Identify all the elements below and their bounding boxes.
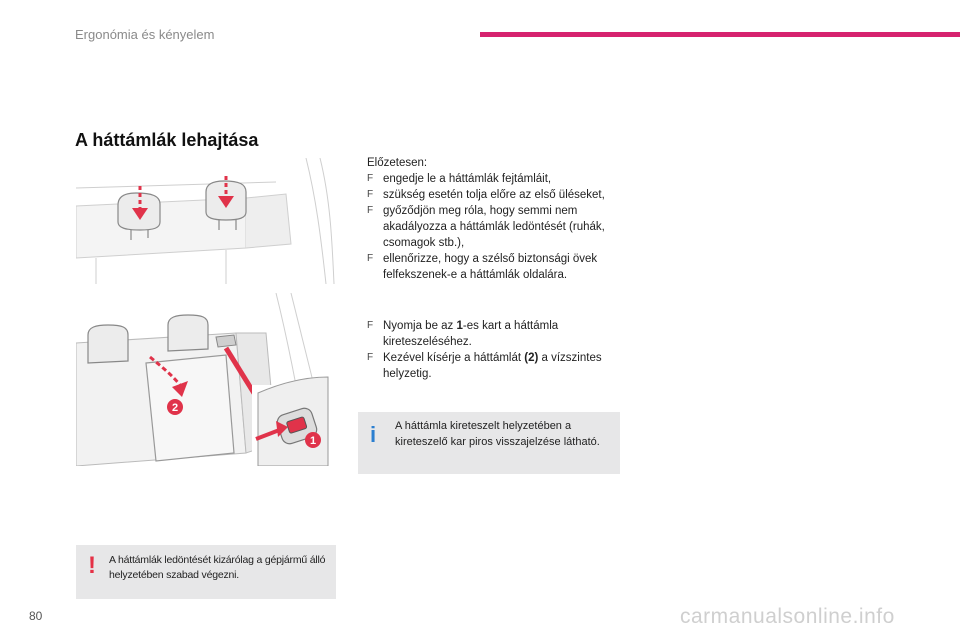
bullet-icon: F <box>367 320 374 331</box>
headrest-illustration <box>76 158 336 284</box>
page-number: 80 <box>29 609 43 623</box>
list-item: F szükség esetén tolja előre az első üléseket, <box>367 189 605 201</box>
list-item: F engedje le a háttámlák fejtámláit, <box>367 173 552 185</box>
bullet-icon: F <box>367 253 374 264</box>
callout-2: 2 <box>171 402 179 414</box>
info-text: A háttámla kireteszelt helyzetében a kireteszelő kar piros visszajelzése látható. <box>395 420 600 448</box>
callout-1: 1 <box>309 435 317 447</box>
list-item: F győződjön meg róla, hogy semmi nem akadályozza a háttámlák ledöntését (ruhák, csomagok stb.), <box>367 205 605 249</box>
backrest-folding-illustration <box>76 293 336 466</box>
bullet-icon: F <box>367 205 374 216</box>
step-1: F Nyomja be az 1-es kart a háttámla kireteszeléséhez. <box>367 320 559 348</box>
info-icon: i <box>370 422 377 447</box>
lever-inset <box>252 377 336 466</box>
intro-label: Előzetesen: <box>367 157 428 169</box>
warning-icon: ! <box>88 552 96 579</box>
intro-block <box>367 155 627 283</box>
step-2: F Kezével kísérje a háttámlát (2) a vízszintes helyzetig. <box>367 352 602 380</box>
watermark: carmanualsonline.info <box>680 605 895 628</box>
steps-block <box>367 318 627 382</box>
warning-box <box>76 545 336 599</box>
header-accent-bar <box>480 32 960 37</box>
list-item: F ellenőrizze, hogy a szélső biztonsági övek felfekszenek-e a háttámlák oldalára. <box>367 253 598 281</box>
info-box <box>358 412 620 474</box>
bullet-icon: F <box>367 189 374 200</box>
warning-text: A háttámlák ledöntését kizárólag a gépjármű álló helyzetében szabad végezni. <box>109 554 326 581</box>
section-title: Ergonómia és kényelem <box>75 27 215 42</box>
page-title: A háttámlák lehajtása <box>75 130 259 150</box>
bullet-icon: F <box>367 173 374 184</box>
bullet-icon: F <box>367 352 374 363</box>
